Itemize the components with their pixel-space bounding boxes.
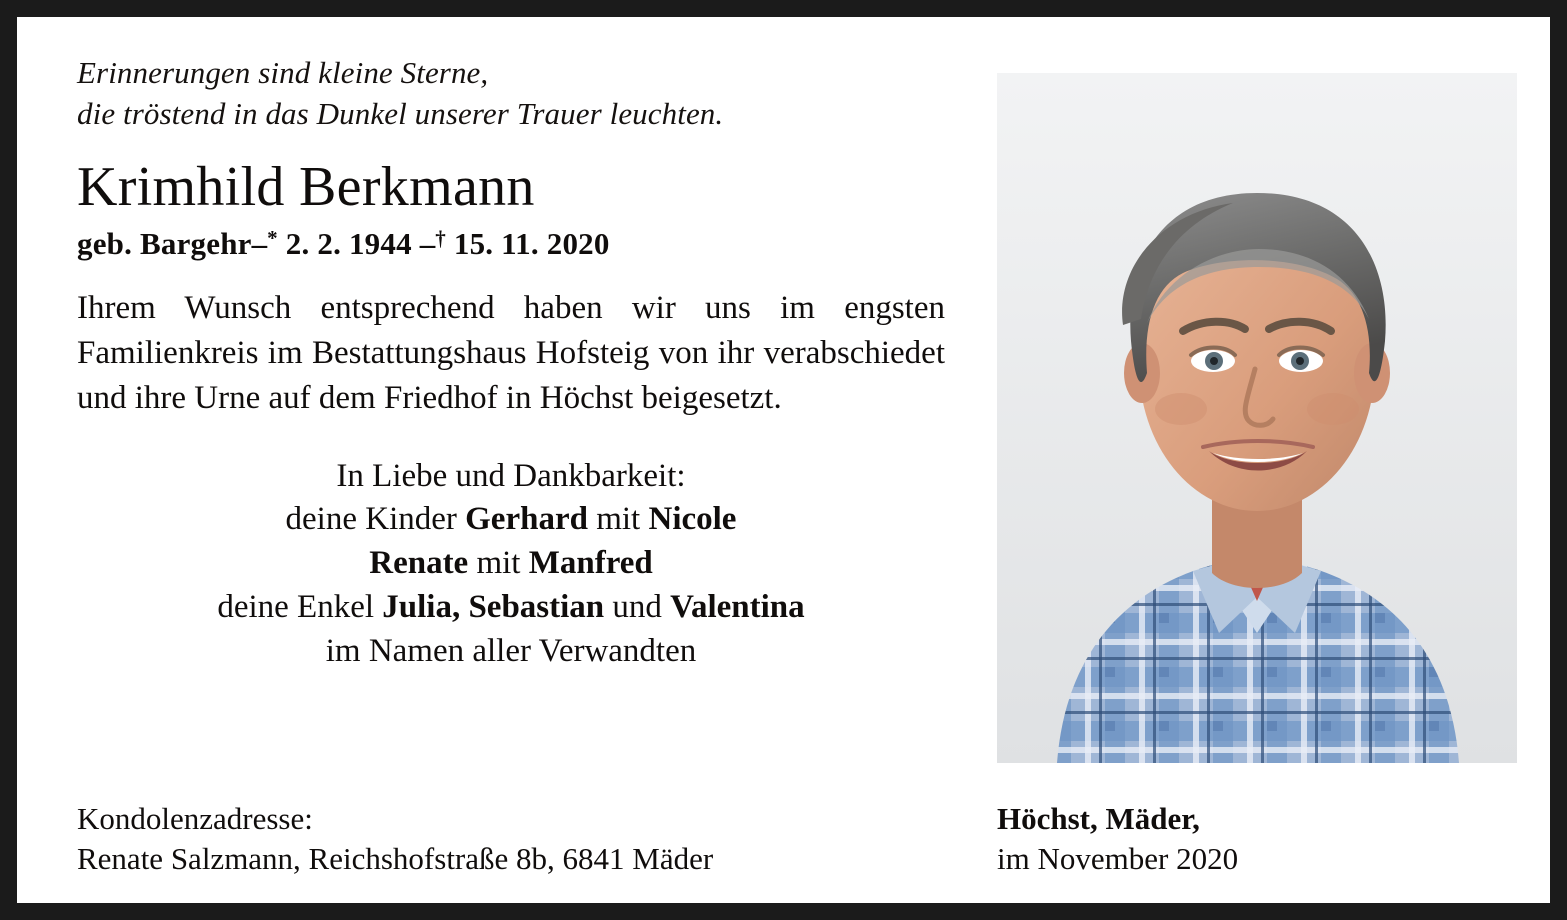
farewell-text: Ihrem Wunsch entsprechend haben wir uns im engsten Familienkreis im Bestattungshaus Hofsteig von ihr verabschiedet und ihre Urne auf dem Friedhof in Höchst beigesetzt. xyxy=(77,289,945,416)
obituary-right-column xyxy=(997,73,1517,763)
portrait-photo xyxy=(997,73,1517,763)
separator-dash-1: – xyxy=(251,225,268,261)
partner-nicole: Nicole xyxy=(648,501,737,538)
join-word-1: mit xyxy=(596,501,641,538)
obituary-content xyxy=(17,17,1550,903)
partner-manfred: Manfred xyxy=(528,545,653,582)
grandchildren-label: deine Enkel xyxy=(217,589,375,626)
place-and-date-block xyxy=(997,799,1517,880)
birth-date: 2. 2. 1944 xyxy=(285,225,412,261)
memorial-verse xyxy=(77,53,977,135)
children-line-1 xyxy=(77,498,945,542)
grandchildren-line xyxy=(77,586,945,630)
gratitude-closing: im Namen aller Verwandten xyxy=(325,633,697,670)
obituary-notice-card xyxy=(14,14,1553,906)
place-text: Höchst, Mäder, xyxy=(997,801,1200,836)
date-text: im November 2020 xyxy=(997,841,1239,877)
child-renate: Renate xyxy=(369,545,469,582)
condolence-label: Kondolenzadresse: xyxy=(77,801,313,836)
birth-star-icon: * xyxy=(267,225,278,250)
gratitude-heading: In Liebe und Dankbarkeit: xyxy=(336,457,686,494)
condolence-block xyxy=(77,799,977,880)
gratitude-block xyxy=(77,455,945,674)
join-word-2: mit xyxy=(476,545,521,582)
obituary-left-column xyxy=(77,53,977,674)
portrait-illustration xyxy=(997,73,1517,763)
birth-death-line xyxy=(77,226,977,262)
child-gerhard: Gerhard xyxy=(465,501,588,538)
deceased-name: Krimhild Berkmann xyxy=(77,155,535,218)
grandchildren-julia-sebastian: Julia, Sebastian xyxy=(382,589,605,626)
children-label: deine Kinder xyxy=(285,501,457,538)
death-date: 15. 11. 2020 xyxy=(453,225,610,261)
separator-dash-2: – xyxy=(419,225,436,261)
condolence-address: Renate Salzmann, Reichshofstraße 8b, 6841 Mäder xyxy=(77,841,714,877)
death-cross-icon: † xyxy=(435,225,446,250)
memorial-verse-line-1: Erinnerungen sind kleine Sterne, xyxy=(77,55,489,90)
join-word-3: und xyxy=(612,589,662,626)
maiden-name: geb. Bargehr xyxy=(77,225,252,261)
children-line-2 xyxy=(77,542,945,586)
memorial-verse-line-2: die tröstend in das Dunkel unserer Trauer leuchten. xyxy=(77,95,724,131)
grandchild-valentina: Valentina xyxy=(670,589,805,626)
